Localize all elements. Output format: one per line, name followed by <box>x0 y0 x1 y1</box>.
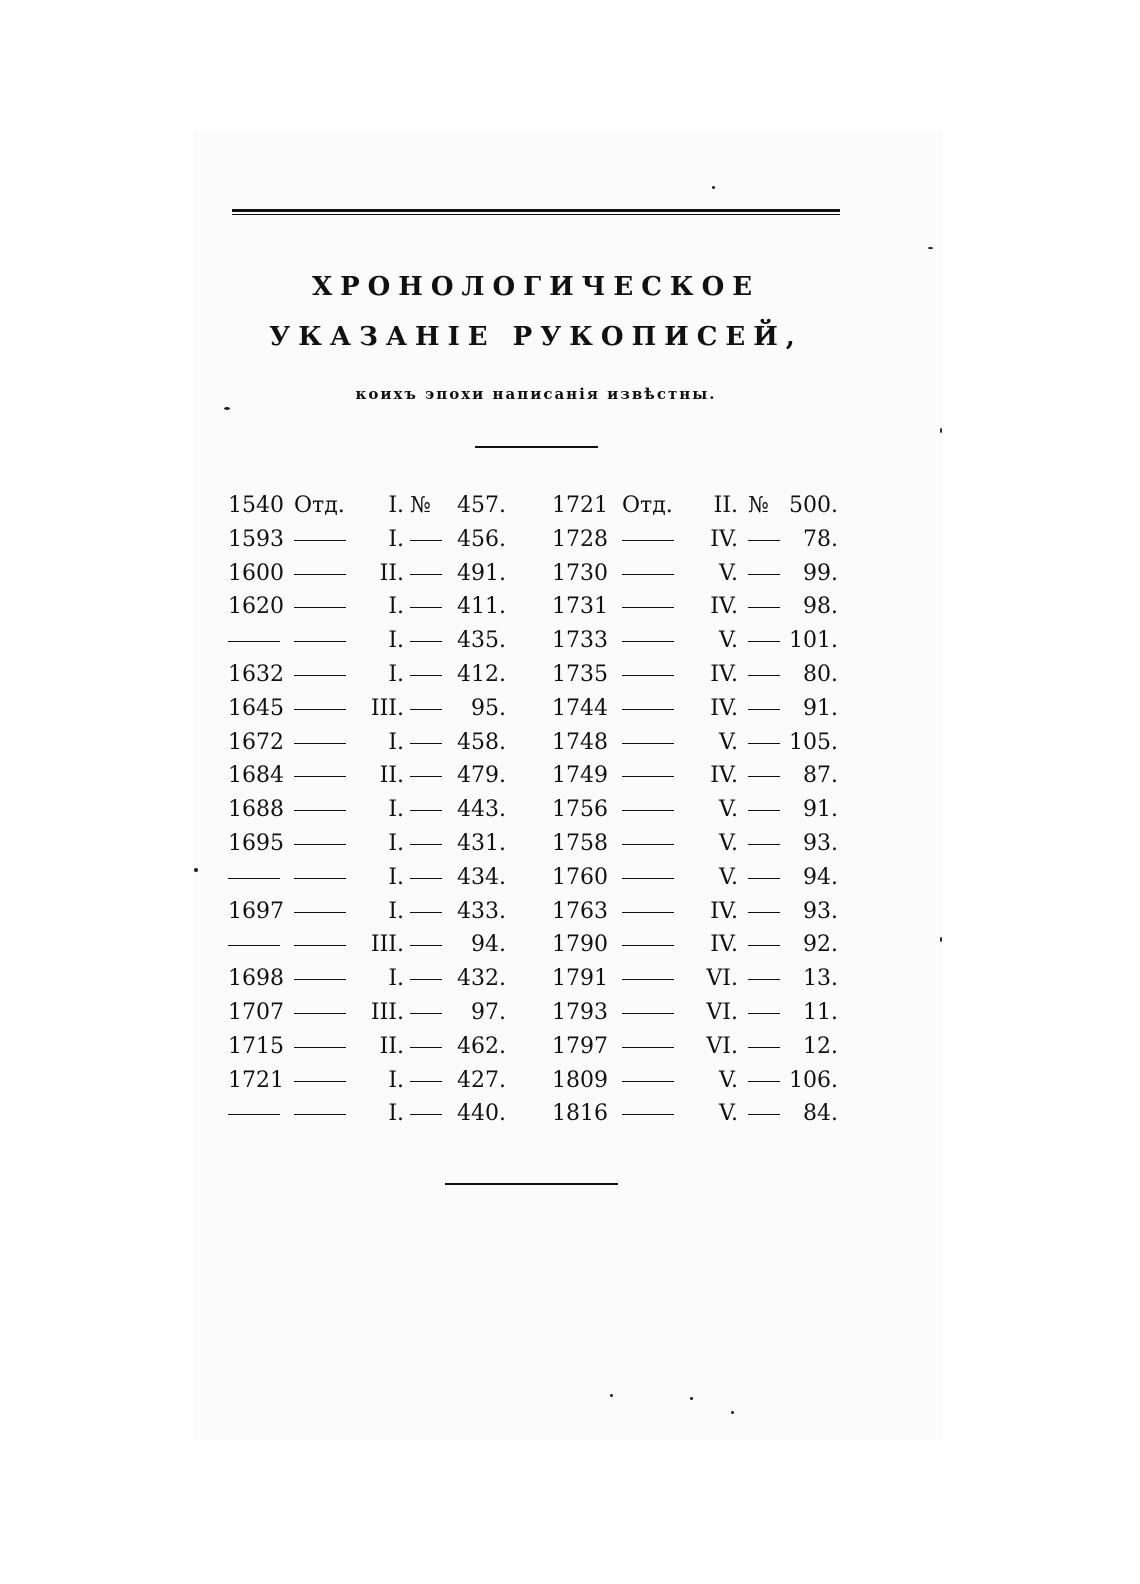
cell-year: 1763 <box>552 898 608 924</box>
cell-num: 443. <box>457 797 506 823</box>
cell-year: 1760 <box>552 864 608 890</box>
ditto-rule <box>410 743 442 744</box>
cell-sep <box>622 561 684 586</box>
cell-sep <box>294 1068 356 1093</box>
cell-num: 87. <box>803 763 838 789</box>
cell-sep <box>294 932 356 957</box>
scan-speck <box>194 868 198 872</box>
cell-year: 1730 <box>552 560 608 586</box>
cell-num: 98. <box>803 594 838 620</box>
ditto-rule <box>294 979 346 980</box>
cell-sep2 <box>410 932 462 957</box>
cell-year: 1735 <box>552 661 608 687</box>
cell-part: IV. <box>710 695 738 721</box>
cell-sep <box>294 797 356 822</box>
cell-part: I. <box>388 898 404 924</box>
ditto-rule <box>622 709 674 710</box>
ditto-rule <box>410 979 442 980</box>
title-line-2: УКАЗАНІЕ РУКОПИСЕЙ, <box>269 322 803 352</box>
cell-num: 94. <box>803 864 838 890</box>
cell-sep2 <box>410 966 462 991</box>
cell-part: I. <box>388 864 404 890</box>
cell-sep <box>294 696 356 721</box>
cell-sep <box>622 1068 684 1093</box>
scan-speck <box>610 1394 613 1397</box>
cell-sep <box>622 1101 684 1126</box>
cell-num: 92. <box>803 932 838 958</box>
cell-part: V. <box>718 864 738 890</box>
cell-part: II. <box>379 560 404 586</box>
cell-sep2 <box>410 1000 462 1025</box>
cell-part: I. <box>388 1067 404 1093</box>
cell-num: 479. <box>457 763 506 789</box>
ditto-rule <box>294 810 346 811</box>
ditto-rule <box>410 540 442 541</box>
ditto-rule <box>748 844 780 845</box>
cell-year <box>228 1101 290 1126</box>
cell-sep2 <box>410 1101 462 1126</box>
cell-num: 106. <box>789 1067 838 1093</box>
cell-sep <box>622 899 684 924</box>
ditto-rule <box>622 776 674 777</box>
cell-year: 1791 <box>552 966 608 992</box>
cell-sep2 <box>410 1034 462 1059</box>
ditto-rule <box>294 743 346 744</box>
cell-part: II. <box>379 1033 404 1059</box>
cell-num: 95. <box>471 695 506 721</box>
cell-num: 458. <box>457 729 506 755</box>
cell-sep <box>294 730 356 755</box>
cell-num: 427. <box>457 1067 506 1093</box>
cell-part: IV. <box>710 661 738 687</box>
cell-part: I. <box>388 628 404 654</box>
cell-num: 99. <box>803 560 838 586</box>
cell-part: VI. <box>706 1033 738 1059</box>
cell-sep2 <box>410 594 462 619</box>
cell-year <box>228 932 290 957</box>
cell-part: I. <box>388 966 404 992</box>
cell-num: 80. <box>803 661 838 687</box>
cell-year <box>228 628 290 653</box>
cell-year: 1790 <box>552 932 608 958</box>
cell-year: 1793 <box>552 999 608 1025</box>
cell-sep <box>294 527 356 552</box>
cell-num: 105. <box>789 729 838 755</box>
cell-num: 433. <box>457 898 506 924</box>
cell-sep <box>622 831 684 856</box>
cell-year: 1698 <box>228 966 284 992</box>
cell-year: 1809 <box>552 1067 608 1093</box>
cell-num: 11. <box>803 999 838 1025</box>
cell-sep2 <box>410 561 462 586</box>
cell-part: IV. <box>710 898 738 924</box>
cell-part: IV. <box>710 932 738 958</box>
cell-sep <box>294 763 356 788</box>
cell-year: 1695 <box>228 830 284 856</box>
top-double-rule <box>232 209 840 212</box>
cell-part: V. <box>718 830 738 856</box>
ditto-rule <box>622 945 674 946</box>
ditto-rule <box>748 574 780 575</box>
cell-sep <box>294 628 356 653</box>
divider-rule <box>475 446 598 448</box>
cell-sep <box>622 527 684 552</box>
cell-num: 13. <box>803 966 838 992</box>
cell-num: 457. <box>457 493 506 518</box>
cell-num: 12. <box>803 1033 838 1059</box>
cell-part: VI. <box>706 966 738 992</box>
cell-num: 434. <box>457 864 506 890</box>
cell-sep <box>622 730 684 755</box>
cell-num: 78. <box>803 526 838 552</box>
cell-num: 91. <box>803 695 838 721</box>
ditto-rule <box>748 1114 780 1115</box>
cell-year: 1707 <box>228 999 284 1025</box>
cell-sep <box>294 899 356 924</box>
cell-year: 1632 <box>228 661 284 687</box>
cell-part: I. <box>388 661 404 687</box>
cell-year: 1744 <box>552 695 608 721</box>
cell-part: V. <box>718 628 738 654</box>
ditto-rule <box>622 1114 674 1115</box>
ditto-rule <box>294 844 346 845</box>
cell-part: III. <box>370 932 404 958</box>
ditto-rule <box>410 945 442 946</box>
cell-sep2 <box>410 696 462 721</box>
cell-num: 84. <box>803 1101 838 1127</box>
ditto-rule <box>294 776 346 777</box>
cell-year: 1715 <box>228 1033 284 1059</box>
cell-num: 491. <box>457 560 506 586</box>
ditto-rule <box>622 810 674 811</box>
cell-sep <box>294 1034 356 1059</box>
ditto-rule <box>622 1081 674 1082</box>
cell-sep2 <box>410 865 462 890</box>
cell-num: 432. <box>457 966 506 992</box>
cell-sep <box>294 561 356 586</box>
cell-year: 1816 <box>552 1101 608 1127</box>
ditto-rule <box>748 776 780 777</box>
scan-speck <box>224 407 230 410</box>
ditto-rule <box>294 1013 346 1014</box>
cell-sep2 <box>410 527 462 552</box>
cell-sep <box>622 696 684 721</box>
ditto-rule <box>622 1047 674 1048</box>
cell-year: 1620 <box>228 594 284 620</box>
cell-sep2 <box>410 628 462 653</box>
cell-sep2 <box>410 763 462 788</box>
cell-part: V. <box>718 797 738 823</box>
ditto-rule <box>294 641 346 642</box>
ditto-rule <box>410 1114 442 1115</box>
scan-speck <box>940 428 942 433</box>
end-rule <box>445 1183 618 1185</box>
ditto-rule <box>294 675 346 676</box>
ditto-rule <box>622 844 674 845</box>
cell-part: V. <box>718 1067 738 1093</box>
cell-sep <box>294 1000 356 1025</box>
cell-sep <box>622 1034 684 1059</box>
cell-part: I. <box>388 526 404 552</box>
cell-sep <box>622 628 684 653</box>
cell-part: V. <box>718 1101 738 1127</box>
cell-num: 435. <box>457 628 506 654</box>
cell-num: 411. <box>457 594 506 620</box>
cell-part: II. <box>713 493 738 518</box>
ditto-rule <box>622 979 674 980</box>
ditto-rule <box>228 878 280 879</box>
cell-year: 1721 <box>228 1067 284 1093</box>
cell-num: 440. <box>457 1101 506 1127</box>
cell-part: I. <box>388 493 404 518</box>
ditto-rule <box>748 878 780 879</box>
cell-part: II. <box>379 763 404 789</box>
ditto-rule <box>622 675 674 676</box>
ditto-rule <box>294 878 346 879</box>
ditto-rule <box>748 709 780 710</box>
cell-sep <box>622 594 684 619</box>
cell-year: 1733 <box>552 628 608 654</box>
cell-year: 1540 <box>228 493 284 518</box>
ditto-rule <box>294 607 346 608</box>
cell-year: 1728 <box>552 526 608 552</box>
cell-num: 456. <box>457 526 506 552</box>
cell-part: I. <box>388 830 404 856</box>
cell-part: I. <box>388 1101 404 1127</box>
ditto-rule <box>410 1081 442 1082</box>
cell-year: 1684 <box>228 763 284 789</box>
scan-speck <box>690 1397 693 1400</box>
cell-num: 93. <box>803 898 838 924</box>
ditto-rule <box>228 1114 280 1115</box>
cell-year: 1697 <box>228 898 284 924</box>
cell-num: 91. <box>803 797 838 823</box>
cell-year: 1645 <box>228 695 284 721</box>
cell-num: 412. <box>457 661 506 687</box>
cell-sep2 <box>410 730 462 755</box>
cell-sep <box>294 1101 356 1126</box>
cell-sep2 <box>410 831 462 856</box>
cell-year: 1758 <box>552 830 608 856</box>
scan-speck <box>928 247 933 249</box>
scan-speck <box>940 937 942 942</box>
cell-sep <box>622 966 684 991</box>
cell-part: I. <box>388 729 404 755</box>
cell-year: 1797 <box>552 1033 608 1059</box>
cell-year: 1749 <box>552 763 608 789</box>
ditto-rule <box>748 912 780 913</box>
cell-num: 500. <box>789 493 838 518</box>
ditto-rule <box>410 675 442 676</box>
cell-part: IV. <box>710 594 738 620</box>
cell-sep <box>294 865 356 890</box>
cell-part: IV. <box>710 526 738 552</box>
cell-num: 101. <box>789 628 838 654</box>
cell-sep2 <box>410 899 462 924</box>
subtitle: коихъ эпохи написанія извѣстны. <box>355 385 717 403</box>
ditto-rule <box>748 810 780 811</box>
cell-part: I. <box>388 594 404 620</box>
cell-part: III. <box>370 695 404 721</box>
ditto-rule <box>294 945 346 946</box>
ditto-rule <box>748 675 780 676</box>
cell-part: V. <box>718 560 738 586</box>
cell-sep: Отд. <box>294 493 345 518</box>
ditto-rule <box>410 709 442 710</box>
ditto-rule <box>622 540 674 541</box>
scan-speck <box>712 186 715 189</box>
cell-sep2: № <box>748 493 769 518</box>
ditto-rule <box>410 844 442 845</box>
cell-part: III. <box>370 999 404 1025</box>
cell-sep2 <box>410 662 462 687</box>
ditto-rule <box>410 1047 442 1048</box>
cell-part: V. <box>718 729 738 755</box>
scan-speck <box>731 1411 734 1414</box>
cell-num: 97. <box>471 999 506 1025</box>
cell-sep <box>622 932 684 957</box>
ditto-rule <box>622 878 674 879</box>
ditto-rule <box>748 979 780 980</box>
ditto-rule <box>294 1114 346 1115</box>
ditto-rule <box>748 1081 780 1082</box>
ditto-rule <box>748 641 780 642</box>
cell-sep <box>294 831 356 856</box>
cell-year <box>228 865 290 890</box>
ditto-rule <box>228 641 280 642</box>
cell-year: 1721 <box>552 493 608 518</box>
cell-num: 94. <box>471 932 506 958</box>
cell-sep <box>294 966 356 991</box>
ditto-rule <box>622 912 674 913</box>
cell-sep <box>294 662 356 687</box>
cell-sep <box>622 797 684 822</box>
cell-sep2 <box>410 1068 462 1093</box>
cell-year: 1672 <box>228 729 284 755</box>
ditto-rule <box>294 1081 346 1082</box>
cell-sep <box>622 662 684 687</box>
ditto-rule <box>748 1047 780 1048</box>
ditto-rule <box>410 776 442 777</box>
ditto-rule <box>294 1047 346 1048</box>
cell-year: 1600 <box>228 560 284 586</box>
cell-num: 93. <box>803 830 838 856</box>
ditto-rule <box>410 641 442 642</box>
ditto-rule <box>622 574 674 575</box>
ditto-rule <box>410 574 442 575</box>
cell-part: IV. <box>710 763 738 789</box>
ditto-rule <box>294 912 346 913</box>
cell-year: 1748 <box>552 729 608 755</box>
ditto-rule <box>748 540 780 541</box>
ditto-rule <box>410 912 442 913</box>
title-line-1: ХРОНОЛОГИЧЕСКОЕ <box>311 272 761 302</box>
cell-sep <box>622 865 684 890</box>
ditto-rule <box>622 641 674 642</box>
cell-part: VI. <box>706 999 738 1025</box>
ditto-rule <box>228 945 280 946</box>
ditto-rule <box>748 1013 780 1014</box>
cell-num: 462. <box>457 1033 506 1059</box>
cell-part: I. <box>388 797 404 823</box>
cell-num: 431. <box>457 830 506 856</box>
ditto-rule <box>294 574 346 575</box>
cell-sep2: № <box>410 493 431 518</box>
ditto-rule <box>294 709 346 710</box>
cell-year: 1756 <box>552 797 608 823</box>
cell-sep: Отд. <box>622 493 673 518</box>
ditto-rule <box>410 810 442 811</box>
ditto-rule <box>294 540 346 541</box>
cell-sep <box>294 594 356 619</box>
ditto-rule <box>410 1013 442 1014</box>
ditto-rule <box>622 743 674 744</box>
ditto-rule <box>410 878 442 879</box>
ditto-rule <box>748 743 780 744</box>
cell-year: 1593 <box>228 526 284 552</box>
ditto-rule <box>748 607 780 608</box>
cell-year: 1731 <box>552 594 608 620</box>
ditto-rule <box>410 607 442 608</box>
ditto-rule <box>622 1013 674 1014</box>
cell-year: 1688 <box>228 797 284 823</box>
cell-sep2 <box>410 797 462 822</box>
ditto-rule <box>622 607 674 608</box>
cell-sep <box>622 1000 684 1025</box>
ditto-rule <box>748 945 780 946</box>
cell-sep <box>622 763 684 788</box>
